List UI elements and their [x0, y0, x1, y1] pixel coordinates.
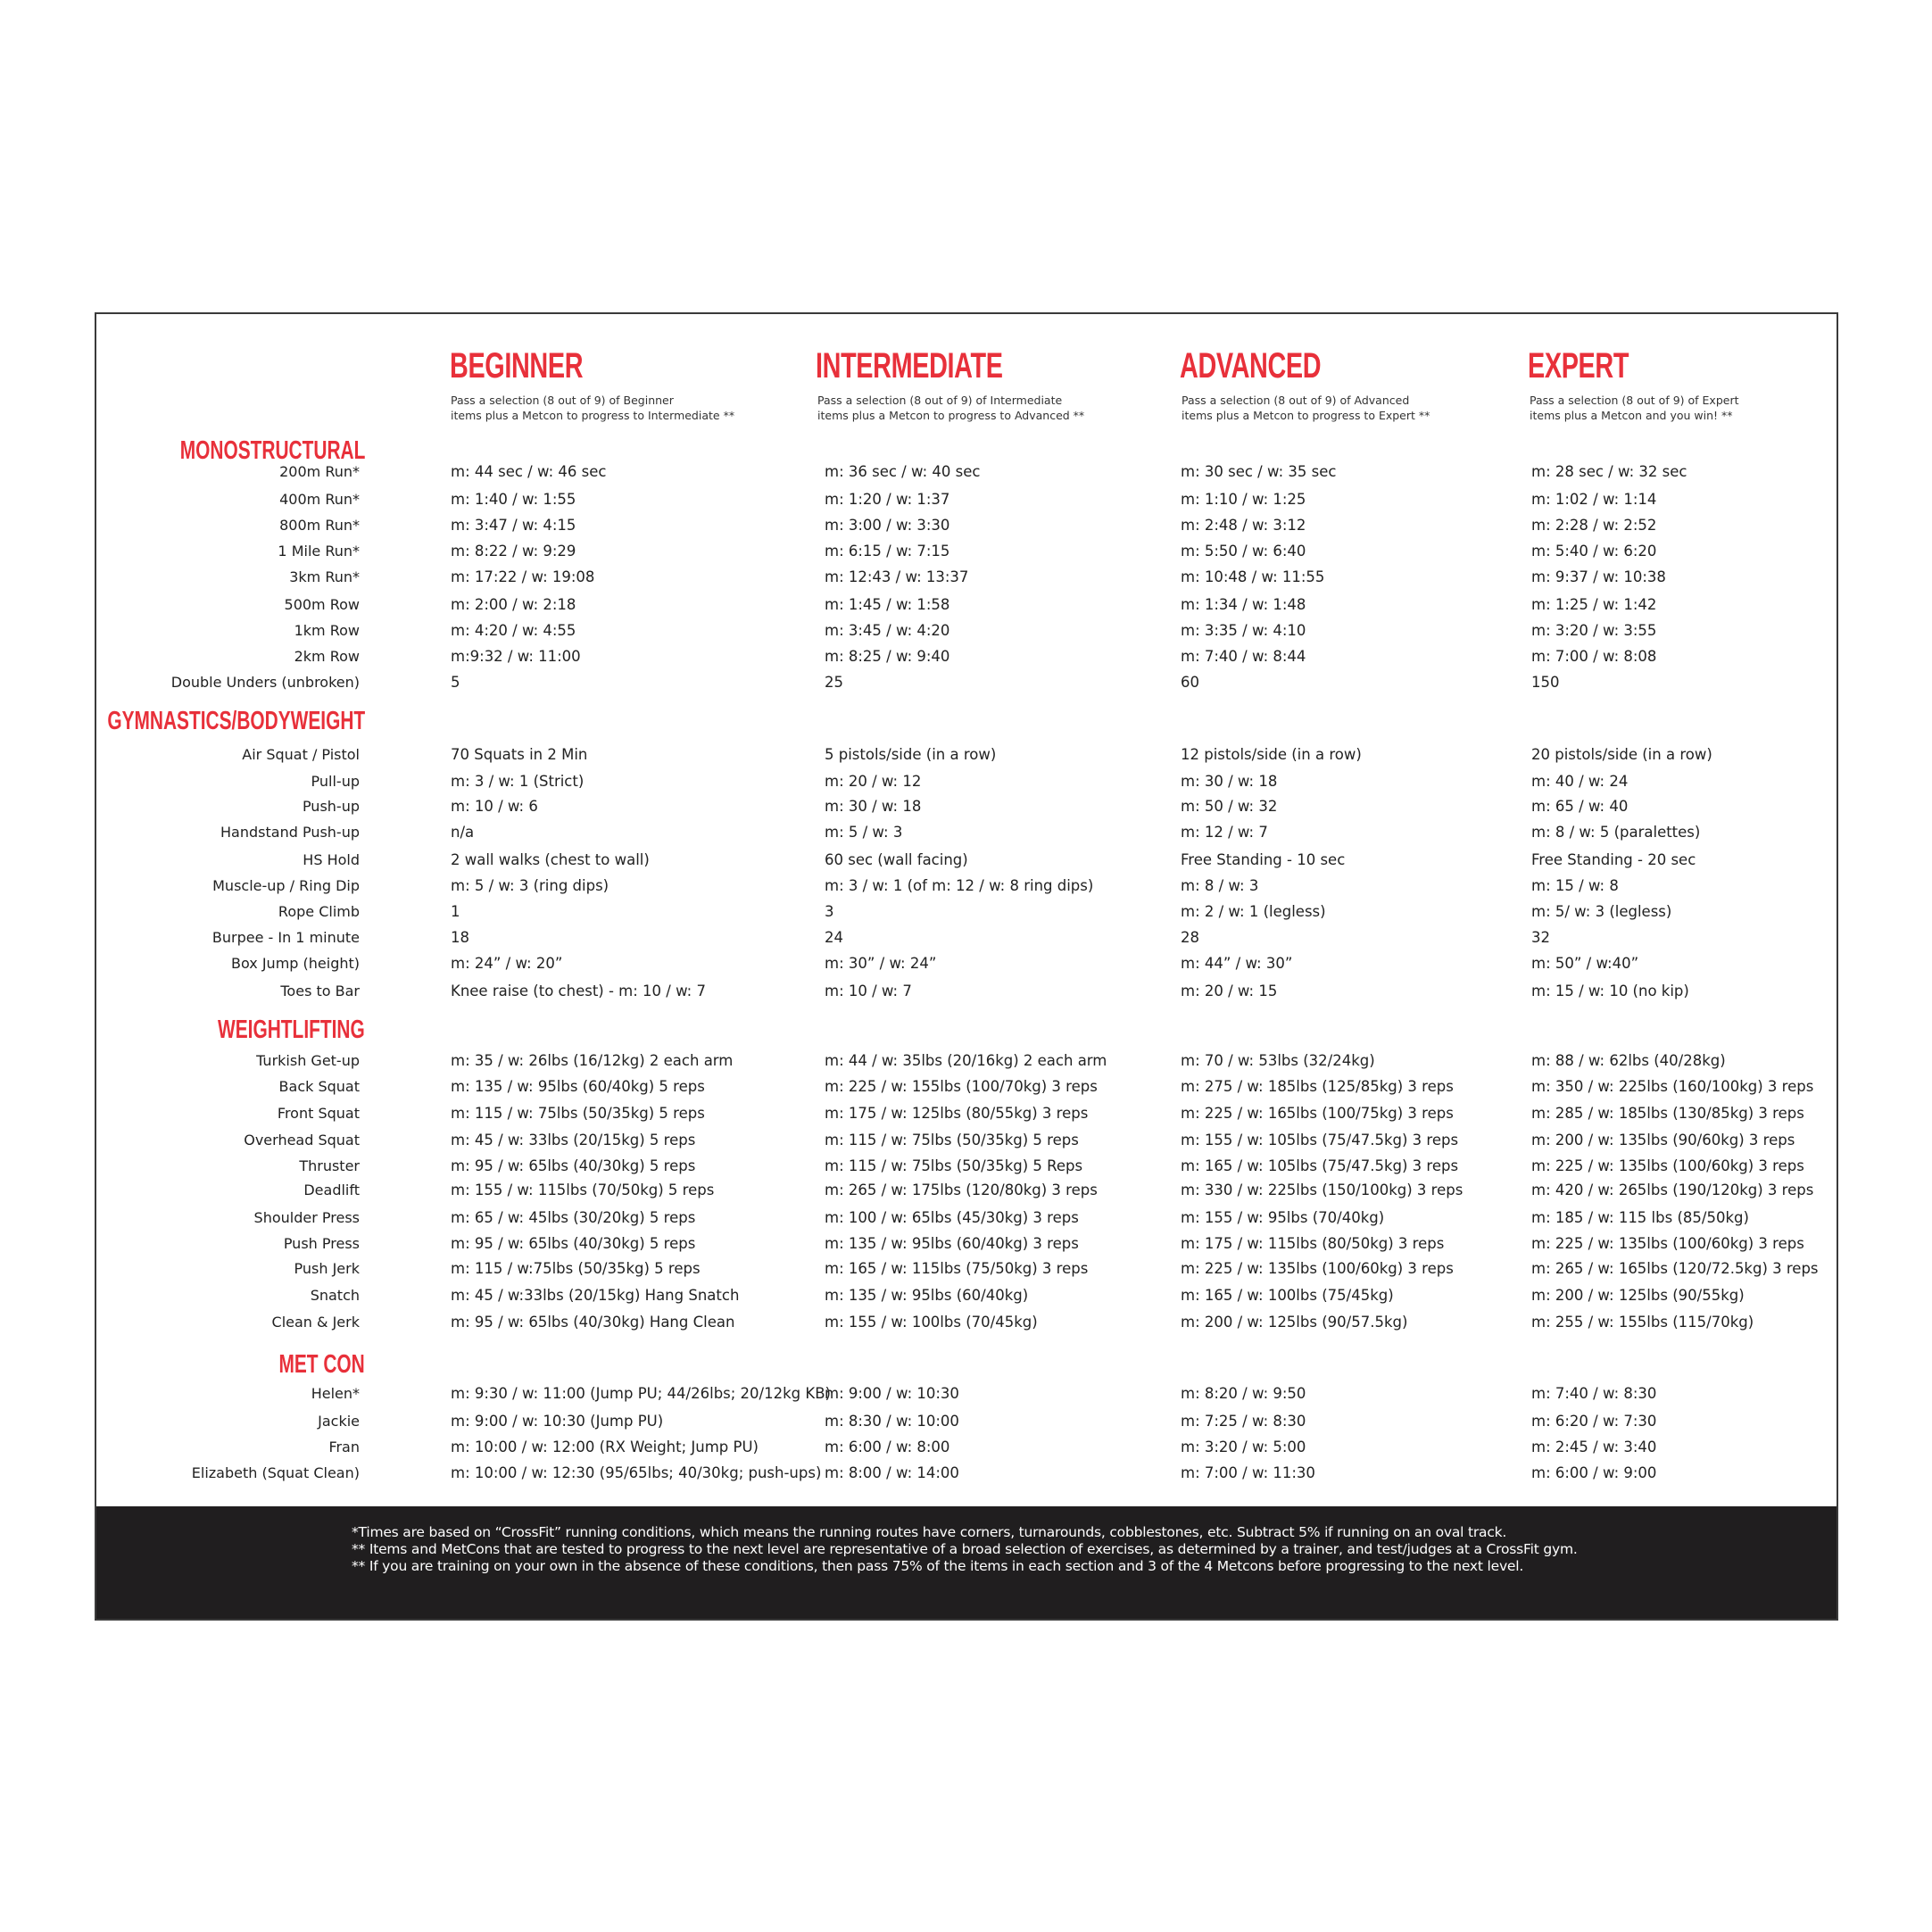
row-label: 1 Mile Run*	[278, 543, 360, 560]
standard-value-expert: m: 8 / w: 5 (paralettes)	[1531, 824, 1701, 841]
standard-value-beginner: m: 10:00 / w: 12:30 (95/65lbs; 40/30kg; push-ups)	[451, 1464, 822, 1481]
standard-value-expert: m: 50” / w:40”	[1531, 955, 1639, 972]
standard-value-advanced: m: 8:20 / w: 9:50	[1181, 1385, 1306, 1402]
row-label: Fran	[328, 1439, 360, 1455]
standard-value-expert: m: 185 / w: 115 lbs (85/50kg)	[1531, 1209, 1749, 1226]
standard-value-beginner: 1	[451, 903, 460, 920]
standard-value-advanced: 60	[1181, 674, 1199, 691]
standard-value-advanced: m: 20 / w: 15	[1181, 983, 1278, 999]
standard-value-beginner: m: 65 / w: 45lbs (30/20kg) 5 reps	[451, 1209, 696, 1226]
level-desc-line: Pass a selection (8 out of 9) of Intermediate	[817, 394, 1063, 407]
row-label: Back Squat	[278, 1078, 360, 1095]
standard-value-advanced: m: 50 / w: 32	[1181, 798, 1278, 815]
standard-value-expert: m: 5:40 / w: 6:20	[1531, 543, 1657, 560]
standard-value-intermediate: m: 115 / w: 75lbs (50/35kg) 5 reps	[825, 1132, 1079, 1148]
standard-value-beginner: m: 3 / w: 1 (Strict)	[451, 773, 585, 790]
footnote-progression: ** Items and MetCons that are tested to progress to the next level are representative of a broad selection of exercises, as determined by a trainer, and test/judges at a CrossFit gym.	[352, 1541, 1578, 1557]
standard-value-intermediate: m: 6:00 / w: 8:00	[825, 1439, 950, 1455]
footnotes	[352, 1524, 1578, 1575]
standard-value-beginner: m: 1:40 / w: 1:55	[451, 491, 576, 508]
standard-value-expert: m: 1:25 / w: 1:42	[1531, 596, 1657, 613]
standard-value-beginner: n/a	[451, 824, 475, 841]
row-label: 1km Row	[294, 622, 360, 639]
standard-value-expert: m: 350 / w: 225lbs (160/100kg) 3 reps	[1531, 1078, 1814, 1095]
standard-value-beginner: m: 115 / w:75lbs (50/35kg) 5 reps	[451, 1260, 701, 1277]
standard-value-beginner: m: 45 / w: 33lbs (20/15kg) 5 reps	[451, 1132, 696, 1148]
standard-value-expert: m: 255 / w: 155lbs (115/70kg)	[1531, 1314, 1754, 1331]
standard-value-intermediate: m: 5 / w: 3	[825, 824, 903, 841]
row-label: Front Squat	[277, 1105, 360, 1122]
row-label: 200m Run*	[279, 463, 360, 480]
standard-value-intermediate: m: 6:15 / w: 7:15	[825, 543, 950, 560]
row-label: 2km Row	[294, 648, 360, 665]
level-desc-line: items plus a Metcon to progress to Intermediate **	[451, 409, 735, 422]
row-label: Push-up	[302, 798, 360, 815]
row-label: Elizabeth (Squat Clean)	[191, 1464, 360, 1481]
row-label: 400m Run*	[279, 491, 360, 508]
standard-value-advanced: m: 2:48 / w: 3:12	[1181, 517, 1306, 534]
standard-value-advanced: m: 1:34 / w: 1:48	[1181, 596, 1306, 613]
standard-value-advanced: m: 175 / w: 115lbs (80/50kg) 3 reps	[1181, 1235, 1445, 1252]
standards-chart	[95, 312, 1838, 1621]
standard-value-expert: m: 2:45 / w: 3:40	[1531, 1439, 1657, 1455]
standard-value-intermediate: m: 100 / w: 65lbs (45/30kg) 3 reps	[825, 1209, 1079, 1226]
row-label: Jackie	[318, 1413, 360, 1430]
level-desc-line: items plus a Metcon to progress to Advanced **	[817, 409, 1085, 422]
standard-value-advanced: m: 225 / w: 135lbs (100/60kg) 3 reps	[1181, 1260, 1454, 1277]
level-desc-beginner	[451, 393, 734, 423]
row-label: Air Squat / Pistol	[242, 746, 360, 763]
standard-value-advanced: m: 165 / w: 105lbs (75/47.5kg) 3 reps	[1181, 1157, 1459, 1174]
standard-value-intermediate: 60 sec (wall facing)	[825, 851, 968, 868]
standard-value-beginner: m: 9:00 / w: 10:30 (Jump PU)	[451, 1413, 664, 1430]
standard-value-expert: m: 3:20 / w: 3:55	[1531, 622, 1657, 639]
standard-value-intermediate: m: 30” / w: 24”	[825, 955, 937, 972]
standard-value-intermediate: m: 3:00 / w: 3:30	[825, 517, 950, 534]
level-desc-advanced	[1182, 393, 1430, 423]
standard-value-advanced: m: 200 / w: 125lbs (90/57.5kg)	[1181, 1314, 1408, 1331]
standard-value-advanced: m: 155 / w: 105lbs (75/47.5kg) 3 reps	[1181, 1132, 1459, 1148]
standard-value-intermediate: m: 20 / w: 12	[825, 773, 922, 790]
standard-value-advanced: m: 70 / w: 53lbs (32/24kg)	[1181, 1052, 1375, 1069]
standard-value-beginner: m: 9:30 / w: 11:00 (Jump PU; 44/26lbs; 20/12kg KB)	[451, 1385, 831, 1402]
standard-value-advanced: 28	[1181, 929, 1199, 946]
standard-value-expert: m: 15 / w: 10 (no kip)	[1531, 983, 1689, 999]
standard-value-intermediate: m: 12:43 / w: 13:37	[825, 568, 969, 585]
standard-value-intermediate: m: 8:00 / w: 14:00	[825, 1464, 959, 1481]
level-desc-expert	[1530, 393, 1738, 423]
standard-value-beginner: m: 155 / w: 115lbs (70/50kg) 5 reps	[451, 1182, 715, 1198]
standard-value-intermediate: m: 8:30 / w: 10:00	[825, 1413, 959, 1430]
level-desc-line: Pass a selection (8 out of 9) of Advanced	[1182, 394, 1410, 407]
row-label: Clean & Jerk	[271, 1314, 360, 1331]
row-label: 800m Run*	[279, 517, 360, 534]
standard-value-intermediate: m: 175 / w: 125lbs (80/55kg) 3 reps	[825, 1105, 1089, 1122]
standard-value-advanced: m: 225 / w: 165lbs (100/75kg) 3 reps	[1181, 1105, 1454, 1122]
row-label: Muscle-up / Ring Dip	[212, 877, 360, 894]
row-label: Double Unders (unbroken)	[170, 674, 360, 691]
row-label: Handstand Push-up	[220, 824, 360, 841]
row-label: 3km Run*	[289, 568, 360, 585]
footnote-self-training: ** If you are training on your own in the absence of these conditions, then pass 75% of the items in each section and 3 of the 4 Metcons before progressing to the next level.	[352, 1558, 1524, 1574]
standard-value-intermediate: m: 135 / w: 95lbs (60/40kg)	[825, 1287, 1029, 1304]
standard-value-advanced: m: 7:00 / w: 11:30	[1181, 1464, 1315, 1481]
standard-value-advanced: m: 30 sec / w: 35 sec	[1181, 463, 1337, 480]
standard-value-expert: m: 40 / w: 24	[1531, 773, 1629, 790]
row-label: Burpee - In 1 minute	[211, 929, 360, 946]
standard-value-beginner: 70 Squats in 2 Min	[451, 746, 588, 763]
row-label: Push Press	[283, 1235, 360, 1252]
row-label: Toes to Bar	[280, 983, 360, 999]
level-desc-line: Pass a selection (8 out of 9) of Expert	[1530, 394, 1739, 407]
standard-value-expert: m: 9:37 / w: 10:38	[1531, 568, 1666, 585]
standard-value-advanced: m: 7:40 / w: 8:44	[1181, 648, 1306, 665]
standard-value-advanced: m: 8 / w: 3	[1181, 877, 1259, 894]
standard-value-beginner: m: 8:22 / w: 9:29	[451, 543, 576, 560]
standard-value-advanced: m: 5:50 / w: 6:40	[1181, 543, 1306, 560]
standard-value-advanced: m: 165 / w: 100lbs (75/45kg)	[1181, 1287, 1394, 1304]
section-title-weightlifting: WEIGHTLIFTING	[218, 1016, 365, 1044]
standard-value-beginner: m: 45 / w:33lbs (20/15kg) Hang Snatch	[451, 1287, 740, 1304]
standard-value-intermediate: m: 155 / w: 100lbs (70/45kg)	[825, 1314, 1038, 1331]
standard-value-beginner: m: 95 / w: 65lbs (40/30kg) 5 reps	[451, 1157, 696, 1174]
standard-value-beginner: m: 44 sec / w: 46 sec	[451, 463, 607, 480]
standard-value-expert: m: 200 / w: 125lbs (90/55kg)	[1531, 1287, 1745, 1304]
standard-value-beginner: m: 2:00 / w: 2:18	[451, 596, 576, 613]
standard-value-expert: m: 420 / w: 265lbs (190/120kg) 3 reps	[1531, 1182, 1814, 1198]
standard-value-intermediate: m: 1:20 / w: 1:37	[825, 491, 950, 508]
standard-value-advanced: m: 10:48 / w: 11:55	[1181, 568, 1325, 585]
standard-value-beginner: m: 17:22 / w: 19:08	[451, 568, 595, 585]
standard-value-beginner: m: 95 / w: 65lbs (40/30kg) 5 reps	[451, 1235, 696, 1252]
row-label: Box Jump (height)	[231, 955, 360, 972]
standard-value-intermediate: 25	[825, 674, 843, 691]
standard-value-intermediate: m: 44 / w: 35lbs (20/16kg) 2 each arm	[825, 1052, 1107, 1069]
standard-value-intermediate: m: 225 / w: 155lbs (100/70kg) 3 reps	[825, 1078, 1098, 1095]
section-title-met-con: MET CON	[278, 1350, 365, 1379]
standard-value-expert: m: 6:20 / w: 7:30	[1531, 1413, 1657, 1430]
standard-value-intermediate: 24	[825, 929, 843, 946]
standard-value-beginner: 2 wall walks (chest to wall)	[451, 851, 650, 868]
row-label: Deadlift	[303, 1182, 360, 1198]
row-label: Shoulder Press	[253, 1209, 360, 1226]
row-label: Snatch	[310, 1287, 360, 1304]
standard-value-beginner: m: 3:47 / w: 4:15	[451, 517, 576, 534]
standard-value-expert: 150	[1531, 674, 1560, 691]
standard-value-intermediate: m: 10 / w: 7	[825, 983, 912, 999]
standard-value-intermediate: 5 pistols/side (in a row)	[825, 746, 997, 763]
standard-value-advanced: m: 7:25 / w: 8:30	[1181, 1413, 1306, 1430]
standard-value-expert: m: 225 / w: 135lbs (100/60kg) 3 reps	[1531, 1157, 1804, 1174]
standard-value-advanced: m: 1:10 / w: 1:25	[1181, 491, 1306, 508]
standard-value-expert: m: 65 / w: 40	[1531, 798, 1629, 815]
standard-value-intermediate: m: 265 / w: 175lbs (120/80kg) 3 reps	[825, 1182, 1098, 1198]
standard-value-expert: 20 pistols/side (in a row)	[1531, 746, 1712, 763]
standard-value-beginner: m: 10:00 / w: 12:00 (RX Weight; Jump PU)	[451, 1439, 759, 1455]
standard-value-expert: m: 265 / w: 165lbs (120/72.5kg) 3 reps	[1531, 1260, 1819, 1277]
row-label: Rope Climb	[278, 903, 360, 920]
standard-value-beginner: m: 24” / w: 20”	[451, 955, 563, 972]
row-label: HS Hold	[303, 851, 360, 868]
standard-value-beginner: m: 35 / w: 26lbs (16/12kg) 2 each arm	[451, 1052, 734, 1069]
standard-value-expert: m: 2:28 / w: 2:52	[1531, 517, 1657, 534]
row-label: Pull-up	[311, 773, 360, 790]
standard-value-intermediate: m: 30 / w: 18	[825, 798, 922, 815]
standard-value-advanced: m: 12 / w: 7	[1181, 824, 1268, 841]
standard-value-beginner: m: 135 / w: 95lbs (60/40kg) 5 reps	[451, 1078, 705, 1095]
standard-value-beginner: m: 5 / w: 3 (ring dips)	[451, 877, 609, 894]
standard-value-advanced: m: 30 / w: 18	[1181, 773, 1278, 790]
standard-value-intermediate: m: 3 / w: 1 (of m: 12 / w: 8 ring dips)	[825, 877, 1094, 894]
level-title-intermediate: INTERMEDIATE	[816, 346, 1003, 386]
standard-value-expert: m: 5/ w: 3 (legless)	[1531, 903, 1672, 920]
standard-value-beginner: m: 115 / w: 75lbs (50/35kg) 5 reps	[451, 1105, 705, 1122]
standard-value-advanced: Free Standing - 10 sec	[1181, 851, 1346, 868]
row-label: Overhead Squat	[244, 1132, 360, 1148]
standard-value-expert: m: 200 / w: 135lbs (90/60kg) 3 reps	[1531, 1132, 1795, 1148]
standard-value-beginner: m: 95 / w: 65lbs (40/30kg) Hang Clean	[451, 1314, 735, 1331]
footnote-running: *Times are based on “CrossFit” running conditions, which means the running routes have corners, turnarounds, cobblestones, etc. Subtract 5% if running on an oval track.	[352, 1524, 1507, 1540]
row-label: Helen*	[311, 1385, 360, 1402]
standard-value-expert: m: 7:00 / w: 8:08	[1531, 648, 1657, 665]
standard-value-advanced: 12 pistols/side (in a row)	[1181, 746, 1362, 763]
standard-value-expert: m: 28 sec / w: 32 sec	[1531, 463, 1687, 480]
row-label: Turkish Get-up	[256, 1052, 360, 1069]
level-desc-intermediate	[817, 393, 1084, 423]
standard-value-expert: m: 225 / w: 135lbs (100/60kg) 3 reps	[1531, 1235, 1804, 1252]
standard-value-expert: m: 1:02 / w: 1:14	[1531, 491, 1657, 508]
level-desc-line: items plus a Metcon and you win! **	[1530, 409, 1733, 422]
standard-value-intermediate: m: 135 / w: 95lbs (60/40kg) 3 reps	[825, 1235, 1079, 1252]
section-title-monostructural: MONOSTRUCTURAL	[179, 436, 365, 465]
standard-value-beginner: m:9:32 / w: 11:00	[451, 648, 581, 665]
standard-value-beginner: m: 10 / w: 6	[451, 798, 538, 815]
standard-value-intermediate: m: 8:25 / w: 9:40	[825, 648, 950, 665]
row-label: Thruster	[299, 1157, 360, 1174]
level-title-beginner: BEGINNER	[450, 346, 584, 386]
standard-value-advanced: m: 275 / w: 185lbs (125/85kg) 3 reps	[1181, 1078, 1454, 1095]
standard-value-intermediate: 3	[825, 903, 834, 920]
standard-value-beginner: Knee raise (to chest) - m: 10 / w: 7	[451, 983, 706, 999]
standard-value-expert: m: 15 / w: 8	[1531, 877, 1619, 894]
standard-value-expert: 32	[1531, 929, 1550, 946]
standard-value-advanced: m: 3:20 / w: 5:00	[1181, 1439, 1306, 1455]
standard-value-expert: m: 7:40 / w: 8:30	[1531, 1385, 1657, 1402]
section-title-gymnastics-bodyweight: GYMNASTICS/BODYWEIGHT	[107, 707, 365, 735]
level-desc-line: Pass a selection (8 out of 9) of Beginner	[451, 394, 674, 407]
standard-value-beginner: 5	[451, 674, 460, 691]
standard-value-intermediate: m: 115 / w: 75lbs (50/35kg) 5 Reps	[825, 1157, 1083, 1174]
row-label: 500m Row	[284, 596, 360, 613]
level-title-expert: EXPERT	[1528, 346, 1629, 386]
standard-value-intermediate: m: 1:45 / w: 1:58	[825, 596, 950, 613]
standard-value-intermediate: m: 9:00 / w: 10:30	[825, 1385, 959, 1402]
standard-value-advanced: m: 2 / w: 1 (legless)	[1181, 903, 1326, 920]
level-title-advanced: ADVANCED	[1180, 346, 1322, 386]
standard-value-advanced: m: 330 / w: 225lbs (150/100kg) 3 reps	[1181, 1182, 1464, 1198]
standard-value-expert: m: 88 / w: 62lbs (40/28kg)	[1531, 1052, 1726, 1069]
standard-value-advanced: m: 155 / w: 95lbs (70/40kg)	[1181, 1209, 1385, 1226]
standard-value-advanced: m: 44” / w: 30”	[1181, 955, 1293, 972]
standard-value-expert: Free Standing - 20 sec	[1531, 851, 1696, 868]
standard-value-intermediate: m: 165 / w: 115lbs (75/50kg) 3 reps	[825, 1260, 1089, 1277]
standard-value-expert: m: 6:00 / w: 9:00	[1531, 1464, 1657, 1481]
footer-notes	[96, 1506, 1837, 1619]
standard-value-advanced: m: 3:35 / w: 4:10	[1181, 622, 1306, 639]
level-desc-line: items plus a Metcon to progress to Expert **	[1182, 409, 1430, 422]
standard-value-beginner: m: 4:20 / w: 4:55	[451, 622, 576, 639]
standard-value-intermediate: m: 3:45 / w: 4:20	[825, 622, 950, 639]
row-label: Push Jerk	[294, 1260, 360, 1277]
standard-value-expert: m: 285 / w: 185lbs (130/85kg) 3 reps	[1531, 1105, 1804, 1122]
standard-value-beginner: 18	[451, 929, 469, 946]
standard-value-intermediate: m: 36 sec / w: 40 sec	[825, 463, 981, 480]
